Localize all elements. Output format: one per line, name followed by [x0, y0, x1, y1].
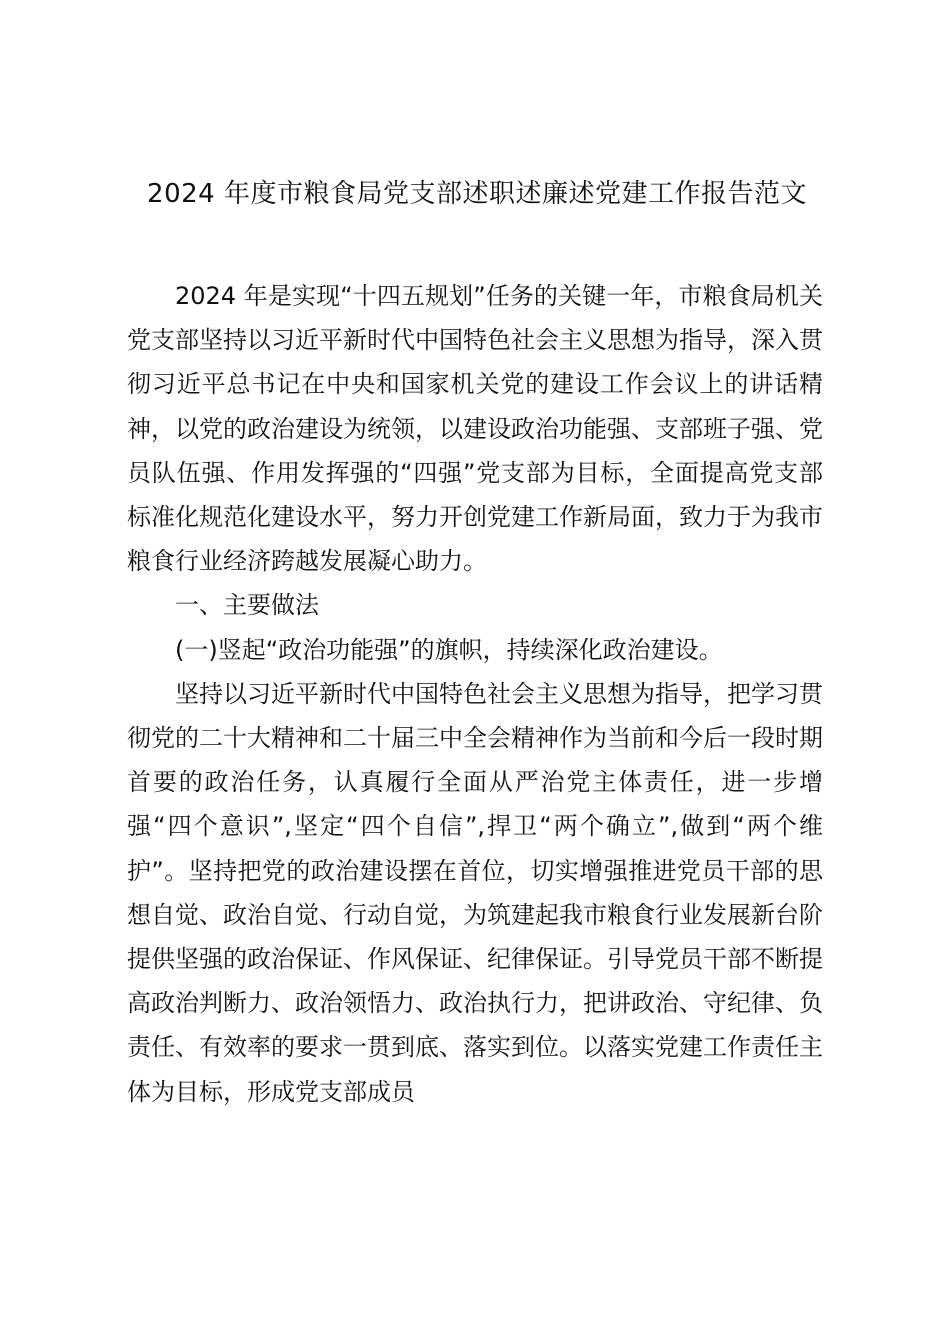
- document-body: [127, 274, 823, 1114]
- subsection-heading-political-function: (一)竖起“政治功能强”的旗帜，持续深化政治建设。: [175, 635, 723, 664]
- document-title: 2024 年度市粮食局党支部述职述廉述党建工作报告范文: [147, 179, 807, 209]
- intro-paragraph: 2024 年是实现“十四五规划”任务的关键一年，市粮食局机关党支部坚持以习近平新时代中国特色社会主义思想为指导，深入贯彻习近平总书记在中央和国家机关党的建设工作会议上的讲话精神，以党的政治建设为统领，以建设政治功能强、支部班子强、党员队伍强、作用发挥强的“四强”党支部为目标，全面提高党支部标准化规范化建设水平，努力开创党建工作新局面，致力于为我市粮食行业经济跨越发展凝心助力。: [127, 282, 823, 576]
- section-heading-main-practices: 一、主要做法: [175, 591, 319, 620]
- body-paragraph: 坚持以习近平新时代中国特色社会主义思想为指导，把学习贯彻党的二十大精神和二十届三中全会精神作为当前和今后一段时期首要的政治任务，认真履行全面从严治党主体责任，进一步增强“四个意识”,坚定“四个自信”,捍卫“两个确立”,做到“两个维护”。坚持把党的政治建设摆在首位，切实增强推进党员干部的思想自觉、政治自觉、行动自觉，为筑建起我市粮食行业发展新台阶提供坚强的政治保证、作风保证、纪律保证。引导党员干部不断提高政治判断力、政治领悟力、政治执行力，把讲政治、守纪律、负责任、有效率的要求一贯到底、落实到位。以落实党建工作责任主体为目标，形成党支部成员: [127, 679, 823, 1106]
